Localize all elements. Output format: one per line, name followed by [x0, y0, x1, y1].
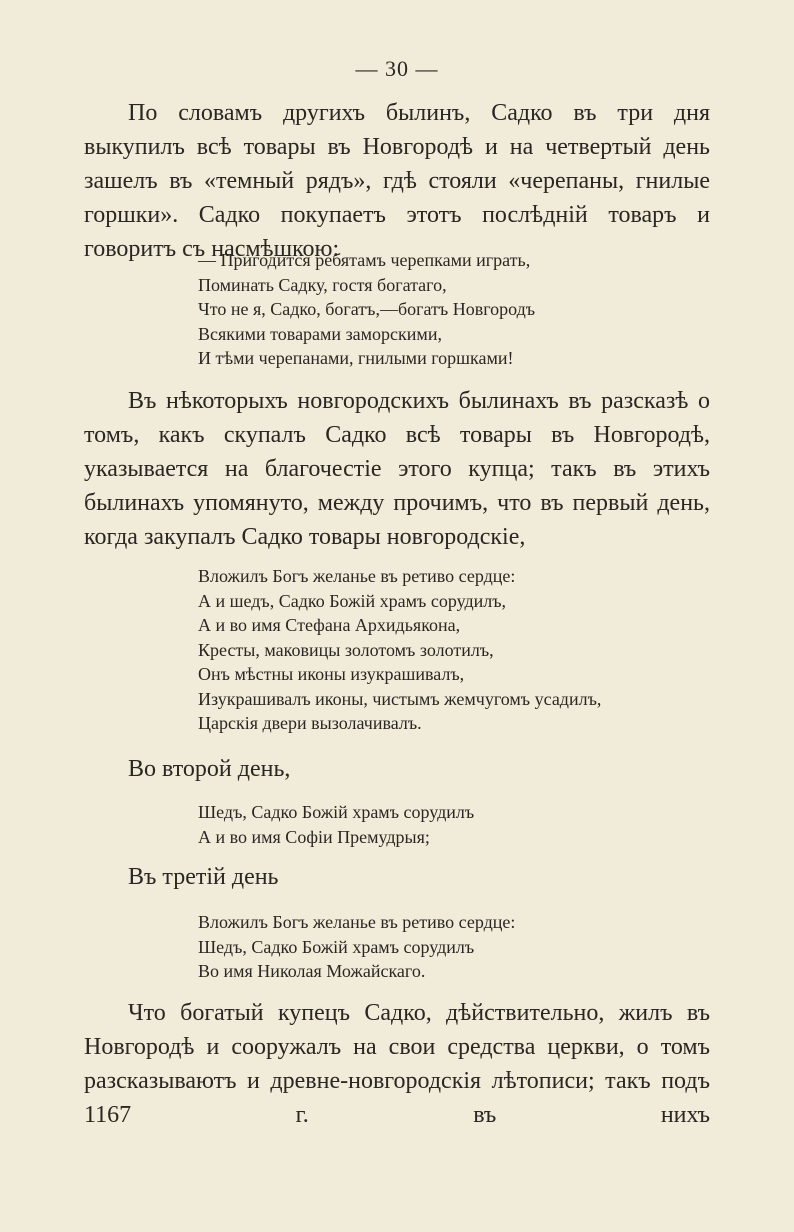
verse-line: Онъ мѣстны иконы изукрашивалъ,: [198, 664, 465, 684]
verse-line: Поминать Садку, гостя богатаго,: [198, 274, 447, 295]
verse-line: Изукрашивалъ иконы, чистымъ жемчугомъ усадилъ,: [198, 688, 602, 709]
page-number: — 30 —: [355, 56, 439, 81]
verse-block-2: [198, 564, 601, 736]
verse-line: Кресты, маковицы золотомъ золотилъ,: [198, 639, 494, 660]
paragraph-1-text: По словамъ другихъ былинъ, Садко въ три дня выкупилъ всѣ товары въ Новгородѣ и на четвертый день зашелъ въ «темный рядъ», гдѣ стояли «черепаны, гнилые горшки». Садко покупаетъ этотъ послѣдній товаръ и говоритъ съ насмѣшкою:: [84, 100, 710, 262]
second-day-lead: Во второй день,: [128, 756, 291, 782]
verse-line: Вложилъ Богъ желанье въ ретиво сердце:: [198, 912, 516, 932]
paragraph-1: [84, 96, 710, 266]
verse-line: И тѣми черепанами, гнилыми горшками!: [198, 348, 514, 368]
third-day-lead: Въ третій день: [128, 864, 279, 890]
verse-block-1: [198, 248, 535, 371]
verse-line: Шедъ, Садко Божій храмъ сорудилъ: [198, 802, 475, 822]
paragraph-3-text: Что богатый купецъ Садко, дѣйствительно, жилъ въ Новгородѣ и сооружалъ на свои средства церкви, о томъ разсказываютъ и древне-новгородскія лѣтописи; такъ подъ 1167 г. въ нихъ: [84, 1000, 710, 1128]
verse-line: Что не я, Садко, богатъ,—богатъ Новгородъ: [198, 299, 536, 319]
verse-block-4: [198, 910, 515, 984]
verse-line: Шедъ, Садко Божій храмъ сорудилъ: [198, 936, 475, 957]
verse-line: — Пригодится ребятамъ черепками играть,: [198, 250, 531, 270]
verse-line: А и во имя Стефана Архидьякона,: [198, 615, 461, 635]
verse-line: А и шедъ, Садко Божій храмъ сорудилъ,: [198, 590, 507, 611]
verse-line: Всякими товарами заморскими,: [198, 323, 442, 344]
paragraph-2: [84, 384, 710, 554]
paragraph-3: [84, 996, 710, 1132]
verse-line: А и во имя Софіи Премудрыя;: [198, 826, 430, 847]
verse-line: Во имя Николая Можайскаго.: [198, 961, 426, 981]
paragraph-2-text: Въ нѣкоторыхъ новгородскихъ былинахъ въ разсказѣ о томъ, какъ скупалъ Садко всѣ товары въ Новгородѣ, указывается на благочестіе этого купца; такъ въ этихъ былинахъ упомянуто, между прочимъ, что въ первый день, когда закупалъ Садко товары новгородскіе,: [84, 388, 710, 550]
verse-block-3: [198, 800, 474, 849]
verse-line: Царскія двери вызолачивалъ.: [198, 713, 422, 733]
verse-line: Вложилъ Богъ желанье въ ретиво сердце:: [198, 566, 516, 586]
